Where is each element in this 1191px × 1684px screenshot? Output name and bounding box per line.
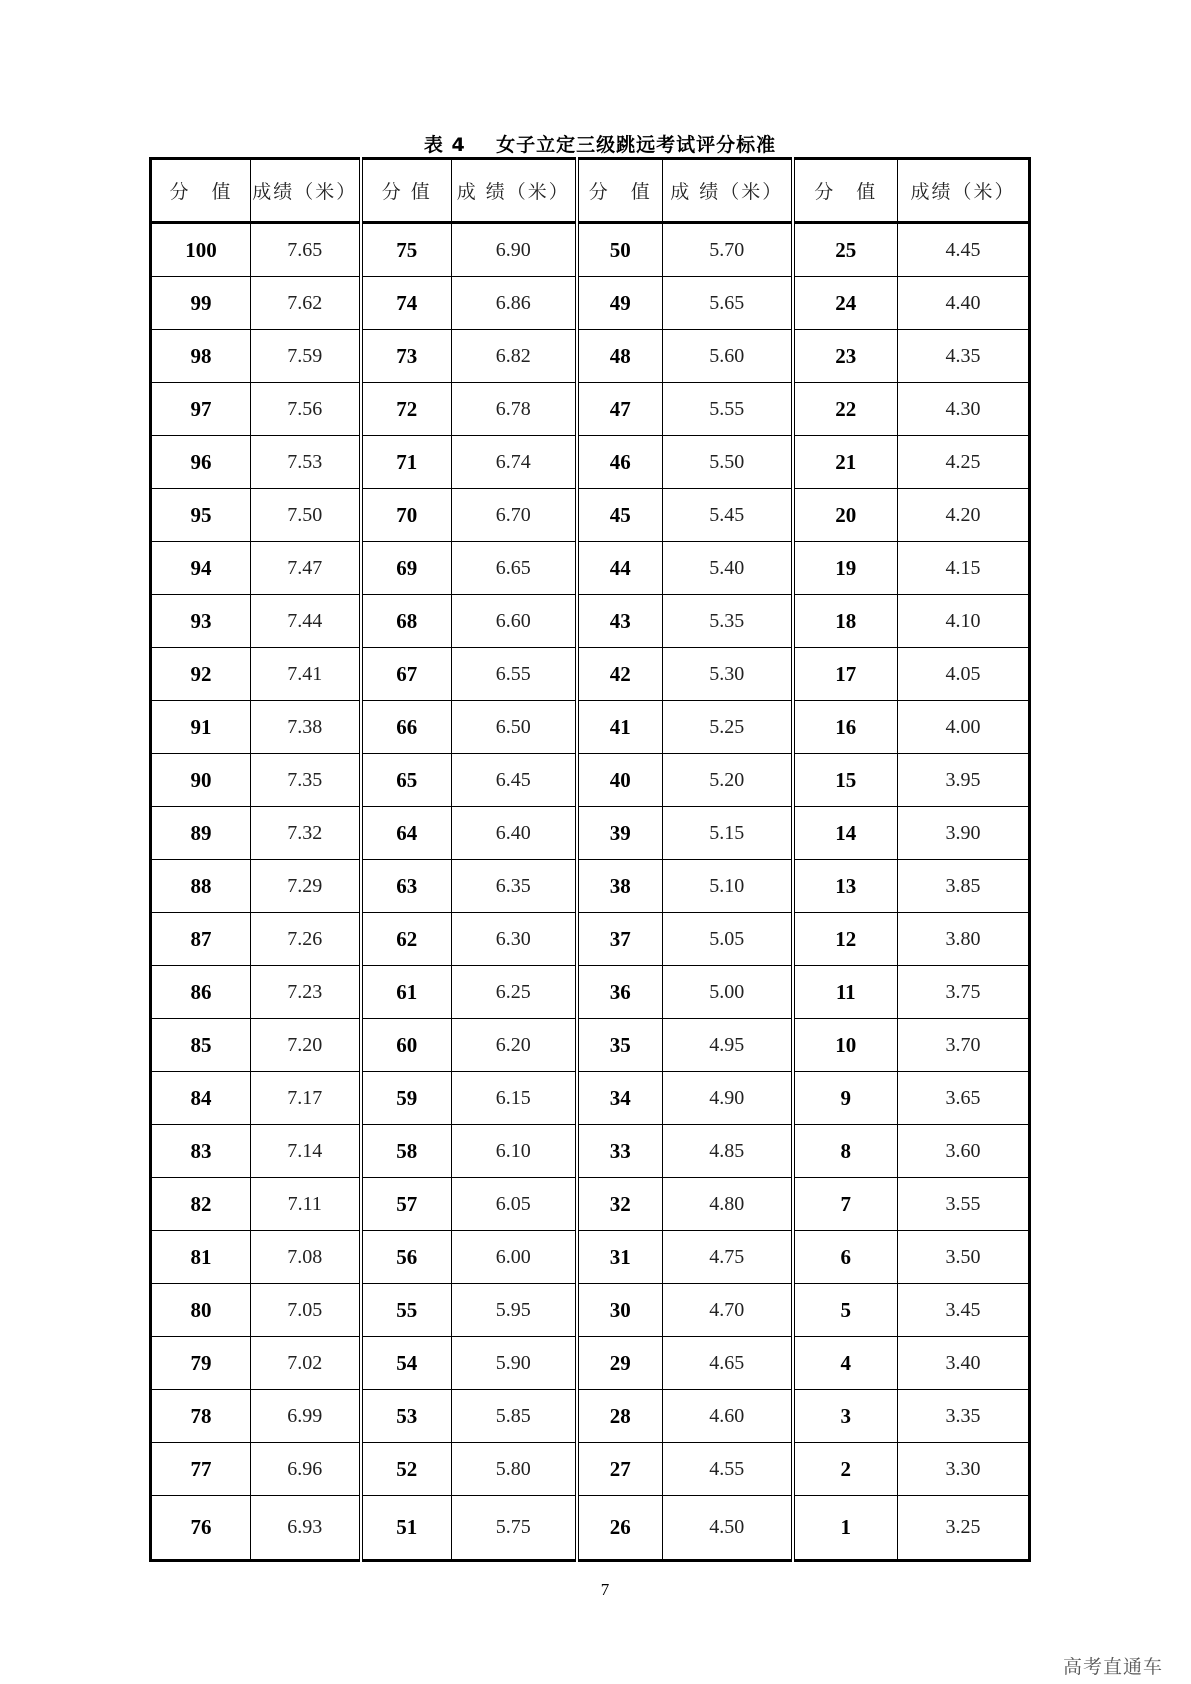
score-cell: 8 [793, 1125, 898, 1178]
result-cell: 7.32 [251, 807, 361, 860]
result-cell: 3.50 [898, 1231, 1030, 1284]
score-cell: 11 [793, 966, 898, 1019]
score-cell: 10 [793, 1019, 898, 1072]
result-cell: 3.35 [898, 1390, 1030, 1443]
score-cell: 74 [361, 277, 452, 330]
result-cell: 3.40 [898, 1337, 1030, 1390]
score-cell: 99 [151, 277, 251, 330]
score-cell: 70 [361, 489, 452, 542]
score-cell: 85 [151, 1019, 251, 1072]
score-cell: 54 [361, 1337, 452, 1390]
result-cell: 7.41 [251, 648, 361, 701]
score-cell: 33 [577, 1125, 663, 1178]
table-row [151, 807, 1030, 860]
table-title: 表 4 女子立定三级跳远考试评分标准 [423, 134, 777, 156]
score-cell: 51 [361, 1496, 452, 1561]
table-row [151, 542, 1030, 595]
score-cell: 94 [151, 542, 251, 595]
result-cell: 5.00 [663, 966, 793, 1019]
table-row [151, 966, 1030, 1019]
score-cell: 44 [577, 542, 663, 595]
score-cell: 2 [793, 1443, 898, 1496]
result-cell: 6.93 [251, 1496, 361, 1561]
result-cell: 5.90 [452, 1337, 577, 1390]
score-cell: 91 [151, 701, 251, 754]
result-cell: 6.90 [452, 223, 577, 277]
score-cell: 98 [151, 330, 251, 383]
result-cell: 7.62 [251, 277, 361, 330]
score-cell: 22 [793, 383, 898, 436]
result-cell: 4.75 [663, 1231, 793, 1284]
score-cell: 80 [151, 1284, 251, 1337]
result-cell: 7.35 [251, 754, 361, 807]
result-cell: 6.10 [452, 1125, 577, 1178]
table-header [151, 159, 1030, 223]
score-cell: 27 [577, 1443, 663, 1496]
score-cell: 66 [361, 701, 452, 754]
score-cell: 49 [577, 277, 663, 330]
result-cell: 7.11 [251, 1178, 361, 1231]
result-cell: 5.75 [452, 1496, 577, 1561]
result-cell: 4.30 [898, 383, 1030, 436]
header-result: 成 绩（米） [452, 159, 577, 223]
score-cell: 63 [361, 860, 452, 913]
table-row [151, 1178, 1030, 1231]
result-cell: 4.50 [663, 1496, 793, 1561]
score-cell: 59 [361, 1072, 452, 1125]
score-cell: 60 [361, 1019, 452, 1072]
result-cell: 3.70 [898, 1019, 1030, 1072]
header-result: 成绩（米） [251, 159, 361, 223]
table-row [151, 648, 1030, 701]
score-cell: 5 [793, 1284, 898, 1337]
result-cell: 3.25 [898, 1496, 1030, 1561]
result-cell: 7.59 [251, 330, 361, 383]
score-cell: 3 [793, 1390, 898, 1443]
scoring-table [149, 157, 1031, 1562]
score-cell: 9 [793, 1072, 898, 1125]
result-cell: 6.86 [452, 277, 577, 330]
result-cell: 7.23 [251, 966, 361, 1019]
score-cell: 73 [361, 330, 452, 383]
score-cell: 34 [577, 1072, 663, 1125]
result-cell: 6.78 [452, 383, 577, 436]
score-cell: 81 [151, 1231, 251, 1284]
table-row [151, 1496, 1030, 1561]
result-cell: 4.45 [898, 223, 1030, 277]
table-row [151, 860, 1030, 913]
result-cell: 5.95 [452, 1284, 577, 1337]
header-row [151, 159, 1030, 223]
score-cell: 52 [361, 1443, 452, 1496]
result-cell: 4.00 [898, 701, 1030, 754]
score-cell: 46 [577, 436, 663, 489]
result-cell: 6.05 [452, 1178, 577, 1231]
result-cell: 5.65 [663, 277, 793, 330]
table-row [151, 1390, 1030, 1443]
result-cell: 4.20 [898, 489, 1030, 542]
result-cell: 5.85 [452, 1390, 577, 1443]
score-cell: 30 [577, 1284, 663, 1337]
result-cell: 6.99 [251, 1390, 361, 1443]
result-cell: 6.65 [452, 542, 577, 595]
result-cell: 3.85 [898, 860, 1030, 913]
score-cell: 84 [151, 1072, 251, 1125]
result-cell: 4.10 [898, 595, 1030, 648]
result-cell: 4.25 [898, 436, 1030, 489]
table-row [151, 489, 1030, 542]
result-cell: 6.70 [452, 489, 577, 542]
result-cell: 6.50 [452, 701, 577, 754]
score-cell: 71 [361, 436, 452, 489]
result-cell: 3.55 [898, 1178, 1030, 1231]
result-cell: 5.60 [663, 330, 793, 383]
result-cell: 7.05 [251, 1284, 361, 1337]
score-cell: 41 [577, 701, 663, 754]
table-row [151, 1231, 1030, 1284]
score-cell: 72 [361, 383, 452, 436]
table-row [151, 1443, 1030, 1496]
result-cell: 6.60 [452, 595, 577, 648]
result-cell: 4.40 [898, 277, 1030, 330]
result-cell: 7.08 [251, 1231, 361, 1284]
result-cell: 5.15 [663, 807, 793, 860]
score-cell: 83 [151, 1125, 251, 1178]
score-cell: 18 [793, 595, 898, 648]
score-cell: 78 [151, 1390, 251, 1443]
result-cell: 4.80 [663, 1178, 793, 1231]
score-cell: 32 [577, 1178, 663, 1231]
score-cell: 36 [577, 966, 663, 1019]
score-cell: 82 [151, 1178, 251, 1231]
result-cell: 6.20 [452, 1019, 577, 1072]
score-cell: 77 [151, 1443, 251, 1496]
result-cell: 3.60 [898, 1125, 1030, 1178]
table-row [151, 436, 1030, 489]
score-cell: 42 [577, 648, 663, 701]
result-cell: 6.74 [452, 436, 577, 489]
score-cell: 17 [793, 648, 898, 701]
score-cell: 95 [151, 489, 251, 542]
result-cell: 6.25 [452, 966, 577, 1019]
score-cell: 92 [151, 648, 251, 701]
score-cell: 58 [361, 1125, 452, 1178]
result-cell: 5.45 [663, 489, 793, 542]
score-cell: 29 [577, 1337, 663, 1390]
result-cell: 4.15 [898, 542, 1030, 595]
score-cell: 75 [361, 223, 452, 277]
score-cell: 35 [577, 1019, 663, 1072]
score-cell: 89 [151, 807, 251, 860]
result-cell: 5.40 [663, 542, 793, 595]
result-cell: 3.75 [898, 966, 1030, 1019]
header-score: 分 值 [793, 159, 898, 223]
result-cell: 3.65 [898, 1072, 1030, 1125]
score-cell: 57 [361, 1178, 452, 1231]
table-row [151, 595, 1030, 648]
score-cell: 61 [361, 966, 452, 1019]
score-cell: 13 [793, 860, 898, 913]
score-cell: 37 [577, 913, 663, 966]
score-cell: 55 [361, 1284, 452, 1337]
table-row [151, 754, 1030, 807]
page-number: 7 [600, 1580, 610, 1599]
result-cell: 7.44 [251, 595, 361, 648]
result-cell: 7.53 [251, 436, 361, 489]
score-cell: 88 [151, 860, 251, 913]
table-row [151, 277, 1030, 330]
result-cell: 7.14 [251, 1125, 361, 1178]
result-cell: 4.60 [663, 1390, 793, 1443]
result-cell: 7.20 [251, 1019, 361, 1072]
table-row [151, 701, 1030, 754]
score-cell: 69 [361, 542, 452, 595]
result-cell: 5.20 [663, 754, 793, 807]
score-cell: 87 [151, 913, 251, 966]
table-row [151, 913, 1030, 966]
table-row [151, 223, 1030, 277]
result-cell: 6.30 [452, 913, 577, 966]
score-cell: 24 [793, 277, 898, 330]
result-cell: 7.56 [251, 383, 361, 436]
header-score: 分 值 [361, 159, 452, 223]
header-result: 成 绩（米） [663, 159, 793, 223]
result-cell: 7.02 [251, 1337, 361, 1390]
score-cell: 43 [577, 595, 663, 648]
score-cell: 7 [793, 1178, 898, 1231]
score-cell: 90 [151, 754, 251, 807]
result-cell: 6.96 [251, 1443, 361, 1496]
result-cell: 6.40 [452, 807, 577, 860]
table-row [151, 330, 1030, 383]
result-cell: 7.29 [251, 860, 361, 913]
score-cell: 93 [151, 595, 251, 648]
score-cell: 20 [793, 489, 898, 542]
score-cell: 48 [577, 330, 663, 383]
score-cell: 21 [793, 436, 898, 489]
result-cell: 7.17 [251, 1072, 361, 1125]
score-cell: 68 [361, 595, 452, 648]
result-cell: 4.35 [898, 330, 1030, 383]
result-cell: 6.55 [452, 648, 577, 701]
result-cell: 5.80 [452, 1443, 577, 1496]
result-cell: 5.10 [663, 860, 793, 913]
score-cell: 45 [577, 489, 663, 542]
score-cell: 25 [793, 223, 898, 277]
result-cell: 4.55 [663, 1443, 793, 1496]
watermark: 高考直通车 [1063, 1656, 1164, 1678]
result-cell: 5.70 [663, 223, 793, 277]
result-cell: 4.85 [663, 1125, 793, 1178]
header-score: 分 值 [577, 159, 663, 223]
score-cell: 40 [577, 754, 663, 807]
result-cell: 6.15 [452, 1072, 577, 1125]
result-cell: 6.00 [452, 1231, 577, 1284]
result-cell: 7.38 [251, 701, 361, 754]
score-cell: 28 [577, 1390, 663, 1443]
result-cell: 3.30 [898, 1443, 1030, 1496]
score-cell: 47 [577, 383, 663, 436]
score-cell: 1 [793, 1496, 898, 1561]
score-cell: 23 [793, 330, 898, 383]
result-cell: 5.50 [663, 436, 793, 489]
score-cell: 56 [361, 1231, 452, 1284]
table-row [151, 1125, 1030, 1178]
score-cell: 97 [151, 383, 251, 436]
result-cell: 4.95 [663, 1019, 793, 1072]
result-cell: 3.95 [898, 754, 1030, 807]
score-cell: 96 [151, 436, 251, 489]
header-result: 成绩（米） [898, 159, 1030, 223]
result-cell: 5.35 [663, 595, 793, 648]
score-cell: 76 [151, 1496, 251, 1561]
table-body [151, 223, 1030, 1561]
score-cell: 53 [361, 1390, 452, 1443]
result-cell: 3.90 [898, 807, 1030, 860]
result-cell: 5.05 [663, 913, 793, 966]
result-cell: 7.47 [251, 542, 361, 595]
table-row [151, 1284, 1030, 1337]
score-cell: 62 [361, 913, 452, 966]
table-row [151, 1337, 1030, 1390]
result-cell: 7.26 [251, 913, 361, 966]
score-cell: 79 [151, 1337, 251, 1390]
table-row [151, 383, 1030, 436]
score-cell: 65 [361, 754, 452, 807]
score-cell: 6 [793, 1231, 898, 1284]
result-cell: 7.50 [251, 489, 361, 542]
score-cell: 50 [577, 223, 663, 277]
result-cell: 3.45 [898, 1284, 1030, 1337]
result-cell: 3.80 [898, 913, 1030, 966]
score-cell: 15 [793, 754, 898, 807]
score-cell: 16 [793, 701, 898, 754]
score-cell: 100 [151, 223, 251, 277]
result-cell: 4.65 [663, 1337, 793, 1390]
result-cell: 4.70 [663, 1284, 793, 1337]
result-cell: 6.45 [452, 754, 577, 807]
score-cell: 67 [361, 648, 452, 701]
score-cell: 64 [361, 807, 452, 860]
score-cell: 26 [577, 1496, 663, 1561]
score-cell: 38 [577, 860, 663, 913]
header-score: 分 值 [151, 159, 251, 223]
result-cell: 6.35 [452, 860, 577, 913]
table-row [151, 1072, 1030, 1125]
result-cell: 5.30 [663, 648, 793, 701]
result-cell: 5.55 [663, 383, 793, 436]
score-cell: 14 [793, 807, 898, 860]
result-cell: 4.05 [898, 648, 1030, 701]
score-cell: 4 [793, 1337, 898, 1390]
result-cell: 4.90 [663, 1072, 793, 1125]
table-row [151, 1019, 1030, 1072]
result-cell: 7.65 [251, 223, 361, 277]
result-cell: 5.25 [663, 701, 793, 754]
score-cell: 31 [577, 1231, 663, 1284]
score-cell: 86 [151, 966, 251, 1019]
result-cell: 6.82 [452, 330, 577, 383]
score-cell: 39 [577, 807, 663, 860]
score-cell: 12 [793, 913, 898, 966]
score-cell: 19 [793, 542, 898, 595]
